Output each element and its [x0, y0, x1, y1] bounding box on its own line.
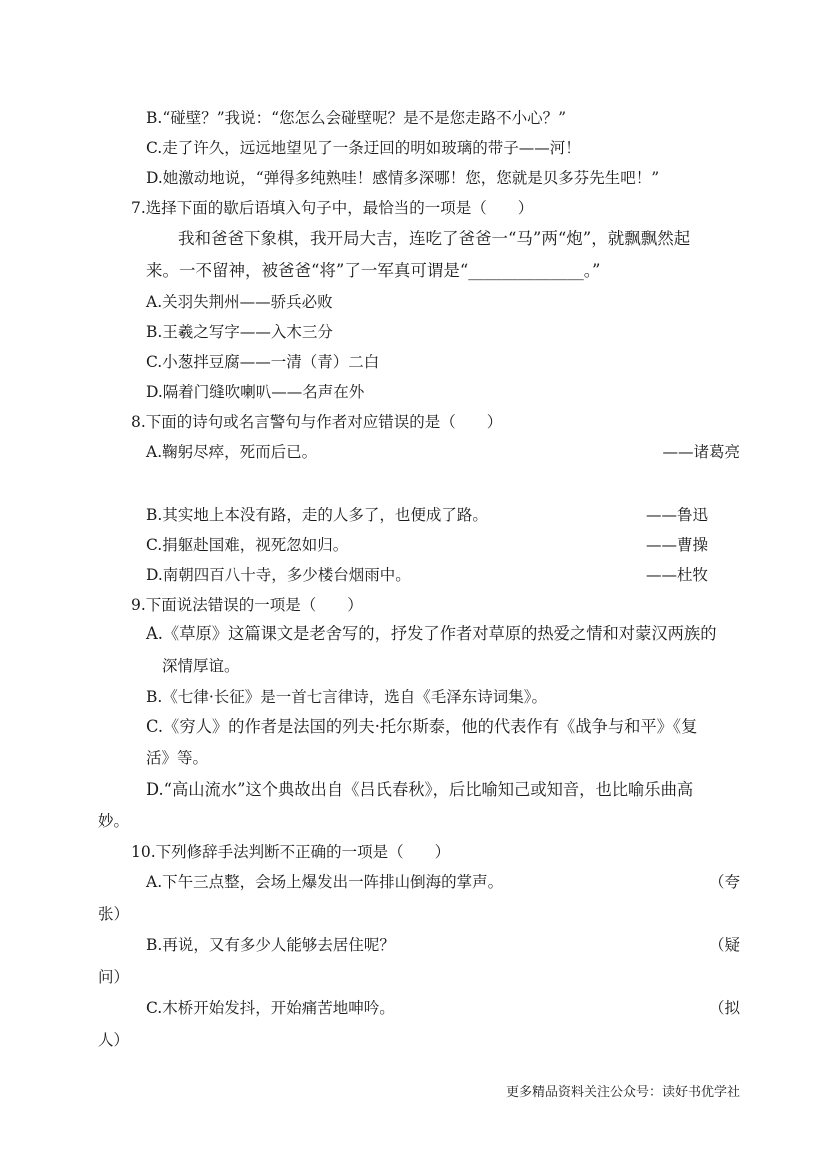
q10-option-b-tag1: （疑: [708, 936, 740, 954]
q9-option-b: B.《七律·长征》是一首七言律诗，选自《毛泽东诗词集》。: [146, 688, 547, 706]
q10-option-c: C.木桥开始发抖，开始痛苦地呻吟。: [146, 999, 395, 1017]
q8-option-a: A.鞠躬尽瘁，死而后已。: [146, 443, 318, 461]
q8-option-a-author: ——诸葛亮: [662, 443, 740, 461]
q7-option-b: B.王羲之写字——入木三分: [146, 323, 333, 341]
q8-option-b: B.其实地上本没有路，走的人多了，也便成了路。: [146, 506, 488, 524]
q8-option-c: C.捐躯赴国难，视死忽如归。: [146, 536, 349, 554]
q8-option-d: D.南朝四百八十寺，多少楼台烟雨中。: [146, 566, 411, 584]
q7-option-d: D.隔着门缝吹喇叭——名声在外: [146, 383, 365, 401]
q10-option-c-tag2: 人）: [98, 1031, 130, 1049]
q6-option-d: D.她激动地说，“弹得多纯熟哇！感情多深哪！您，您就是贝多芬先生吧！”: [146, 169, 660, 187]
q10-option-a-tag2: 张）: [98, 905, 130, 923]
q10-option-a-tag1: （夸: [708, 873, 740, 891]
q8-stem: 8.下面的诗句或名言警句与作者对应错误的是（ ）: [131, 413, 503, 431]
q10-option-b: B.再说，又有多少人能够去居住呢？: [146, 936, 395, 954]
q8-option-d-author: ——杜牧: [646, 566, 709, 584]
q7-option-c: C.小葱拌豆腐——一清（青）二白: [146, 353, 380, 371]
q9-stem: 9.下面说法错误的一项是（ ）: [131, 596, 363, 614]
q9-option-a-line2: 深情厚谊。: [162, 657, 240, 675]
q7-passage-line2: 来。一不留神，被爸爸“将”了一军真可谓是“______________。”: [146, 261, 601, 280]
q9-option-c-line2: 活》等。: [146, 749, 209, 767]
q7-passage-line1: 我和爸爸下象棋，我开局大吉，连吃了爸爸一“马”两“炮”，就飘飘然起: [178, 229, 691, 248]
q8-option-c-author: ——曹操: [646, 536, 709, 554]
q7-option-a: A.关羽失荆州——骄兵必败: [146, 293, 333, 311]
q6-option-c: C.走了许久，远远地望见了一条迂回的明如玻璃的带子——河！: [146, 139, 581, 157]
q9-option-c-line1: C.《穷人》的作者是法国的列夫·托尔斯泰，他的代表作有《战争与和平》《复: [146, 717, 698, 736]
q10-stem: 10.下列修辞手法判断不正确的一项是（ ）: [131, 843, 451, 861]
q10-option-a: A.下午三点整，会场上爆发出一阵排山倒海的掌声。: [146, 873, 504, 891]
q9-option-d-line1: D.“高山流水”这个典故出自《吕氏春秋》，后比喻知己或知音，也比喻乐曲高: [146, 780, 694, 799]
q9-option-a-line1: A.《草原》这篇课文是老舍写的，抒发了作者对草原的热爱之情和对蒙汉两族的: [146, 624, 717, 643]
q9-option-d-line2: 妙。: [98, 812, 130, 830]
q8-option-b-author: ——鲁迅: [646, 506, 709, 524]
q10-option-c-tag1: （拟: [708, 999, 740, 1017]
q10-option-b-tag2: 问）: [98, 968, 130, 986]
page-footer: 更多精品资料关注公众号：读好书优学社: [505, 1085, 740, 1100]
q6-option-b: B.“碰壁？”我说：“您怎么会碰壁呢？是不是您走路不小心？”: [146, 109, 567, 127]
q7-stem: 7.选择下面的歇后语填入句子中，最恰当的一项是（ ）: [131, 199, 534, 217]
